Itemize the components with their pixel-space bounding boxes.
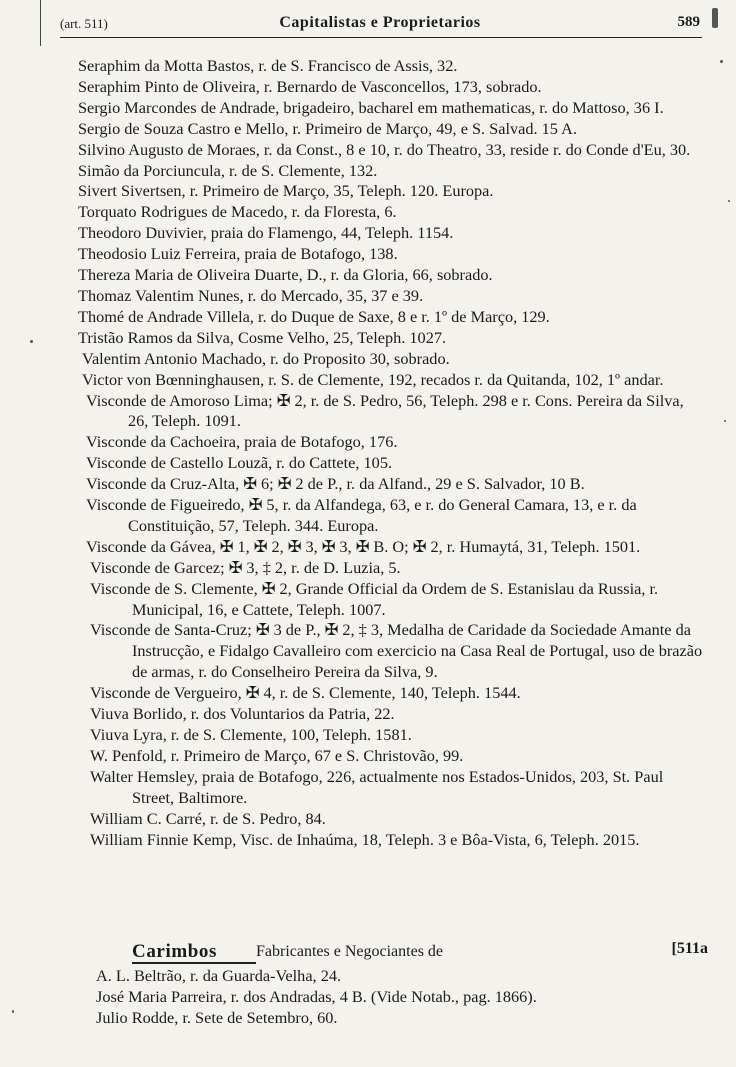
header-rule [60,37,702,38]
section-rule [132,962,256,964]
ink-speck [724,420,726,422]
entry: Visconde de Figueiredo, ✠ 5, r. da Alfandega, 63, e r. do General Camara, 13, e r. da Constituição, 57, Teleph. 344. Europa. [86,495,637,535]
entry: Seraphim da Motta Bastos, r. de S. Francisco de Assis, 32. [78,56,458,75]
entry: Visconde de Garcez; ✠ 3, ‡ 2, r. de D. Luzia, 5. [90,557,401,577]
section-code: [511a [671,940,708,957]
entry: Visconde de S. Clemente, ✠ 2, Grande Official da Ordem de S. Estanislau da Russia, r. Municipal, 16, e Cattete, Teleph. 1007. [90,578,659,619]
ink-speck [712,8,718,28]
ink-speck [720,60,723,63]
entry-list [78,56,706,850]
entry: Visconde de Vergueiro, ✠ 4, r. de S. Clemente, 140, Teleph. 1544. [90,683,521,703]
entry: Torquato Rodrigues de Macedo, r. da Floresta, 6. [78,202,397,222]
entry: Silvino Augusto de Moraes, r. da Const., 8 e 10, r. do Theatro, 33, reside r. do Conde d'Eu, 30. [78,139,691,159]
entry: Simão da Porciuncula, r. de S. Clemente, 132. [78,160,378,180]
entry: W. Penfold, r. Primeiro de Março, 67 e S. Christovão, 99. [90,745,464,765]
page-number: 589 [677,14,700,30]
section-title: Carimbos [132,941,218,962]
entry: A. L. Beltrão, r. da Guarda-Velha, 24. [96,966,342,985]
entry: Sergio Marcondes de Andrade, brigadeiro, bacharel em mathematicas, r. do Mattoso, 36 I. [78,97,664,117]
entry: Visconde da Gávea, ✠ 1, ✠ 2, ✠ 3, ✠ 3, ✠ B. O; ✠ 2, r. Humaytá, 31, Teleph. 1501. [86,536,641,556]
entry: José Maria Parreira, r. dos Andradas, 4 B. (Vide Notab., pag. 1866). [96,987,537,1006]
entry: Visconde de Castello Louzã, r. do Cattete, 105. [86,453,393,473]
entry: Visconde de Amoroso Lima; ✠ 2, r. de S. Pedro, 56, Teleph. 298 e r. Cons. Pereira da Silva, 26, Teleph. 1091. [86,390,684,431]
entry: Seraphim Pinto de Oliveira, r. Bernardo de Vasconcellos, 173, sobrado. [78,76,542,96]
ink-speck [728,200,730,202]
entry: Viuva Lyra, r. de S. Clemente, 100, Teleph. 1581. [90,725,412,744]
ink-speck [30,340,33,343]
entry: Viuva Borlido, r. dos Voluntarios da Patria, 22. [90,704,395,724]
article-ref: (art. 511) [60,16,108,31]
section-subtitle: Fabricantes e Negociantes de [256,943,444,960]
entry: Theodoro Duvivier, praia do Flamengo, 44, Teleph. 1154. [78,223,454,243]
entry: Tristão Ramos da Silva, Cosme Velho, 25, Teleph. 1027. [78,327,447,347]
ink-speck [12,1010,14,1013]
entry: William Finnie Kemp, Visc. de Inhaúma, 18, Teleph. 3 e Bôa-Vista, 6, Teleph. 2015. [90,829,640,849]
entry: Thereza Maria de Oliveira Duarte, D., r. da Gloria, 66, sobrado. [78,265,493,285]
entry: Thomé de Andrade Villela, r. do Duque de Saxe, 8 e r. 1º de Março, 129. [78,306,550,326]
entry: Valentim Antonio Machado, r. do Proposito 30, sobrado. [82,348,450,368]
entry: Visconde de Santa-Cruz; ✠ 3 de P., ✠ 2, ‡ 3, Medalha de Caridade da Sociedade Amante da Instrucção, e Fidalgo Cavalleiro com exercicio na Casa Real de Portugal, uso de brazão de armas, r. do Conselheiro Pereira da Silva, 9. [90,620,703,682]
entry: Walter Hemsley, praia de Botafogo, 226, actualmente nos Estados-Unidos, 203, St. Paul Street, Baltimore. [90,766,664,807]
entry: William C. Carré, r. de S. Pedro, 84. [90,808,326,828]
entry: Julio Rodde, r. Sete de Setembro, 60. [96,1008,338,1027]
entry: Sivert Sivertsen, r. Primeiro de Março, 35, Teleph. 120. Europa. [78,181,494,201]
entry: Visconde da Cruz-Alta, ✠ 6; ✠ 2 de P., r. da Alfand., 29 e S. Salvador, 10 B. [86,474,585,494]
entry: Victor von Bœnninghausen, r. S. de Clemente, 192, recados r. da Quitanda, 102, 1º andar. [82,369,664,389]
entry: Visconde da Cachoeira, praia de Botafogo, 176. [86,432,398,452]
section-entry-list [96,965,706,1028]
binding-edge [40,0,41,46]
page-header [60,10,700,36]
entry: Sergio de Souza Castro e Mello, r. Primeiro de Março, 49, e S. Salvad. 15 A. [78,118,577,138]
entry: Thomaz Valentim Nunes, r. do Mercado, 35, 37 e 39. [78,285,424,305]
entry: Theodosio Luiz Ferreira, praia de Botafogo, 138. [78,244,398,264]
page-title: Capitalistas e Proprietarios [279,14,481,31]
